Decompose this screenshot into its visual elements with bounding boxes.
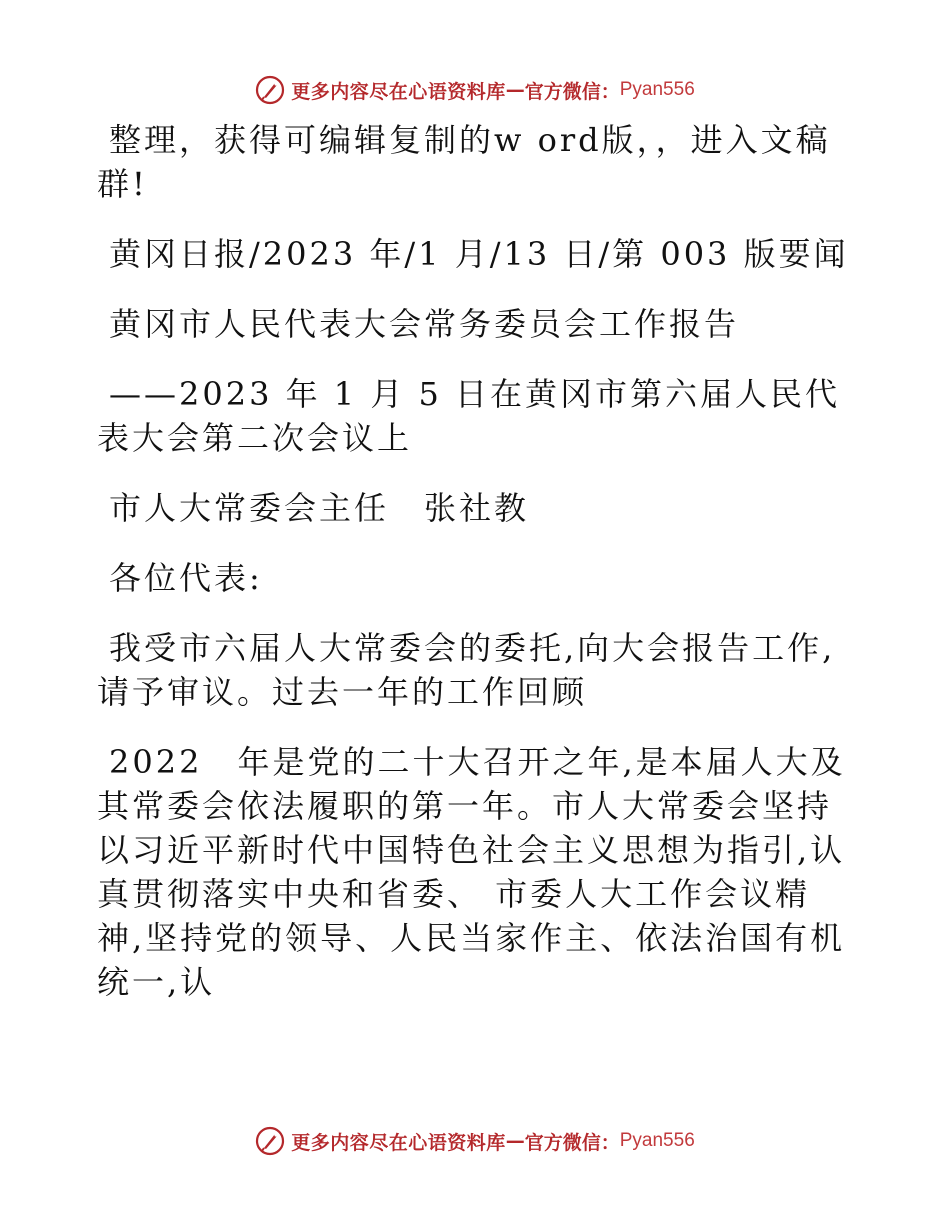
watermark-banner-bottom xyxy=(0,1121,950,1161)
paragraph-author: 市人大常委会主任 张社教 xyxy=(109,489,530,527)
paragraph-source-line: 黄冈日报/2023 年/1 月/13 日/第 003 版要闻 xyxy=(109,235,849,273)
paragraph-report-title: 黄冈市人民代表大会常务委员会工作报告 xyxy=(109,305,740,343)
watermark-site-text: 更多内容尽在心语资料库 xyxy=(291,1131,506,1154)
watermark-banner-top xyxy=(0,70,950,110)
watermark-wechat-id: Pyan556 xyxy=(619,1130,695,1151)
watermark-dash: — xyxy=(505,1130,525,1152)
quill-pen-logo-icon xyxy=(255,1126,285,1156)
watermark-site-text: 更多内容尽在心语资料库 xyxy=(291,80,506,103)
quill-pen-logo-icon xyxy=(255,75,285,105)
paragraph-body-2022: 2022 年是党的二十大召开之年,是本届人大及其常委会依法履职的第一年。市人大常委会坚持以习近平新时代中国特色社会主义思想为指引,认真贯彻落实中央和省委、 市委人大工作会议精神,坚持党的领导、人民当家作主、依法治国有机统一,认 xyxy=(97,743,846,1001)
paragraph-intro: 整理，获得可编辑复制的w ord版，，进入文稿群! xyxy=(97,121,831,203)
watermark-wechat-label: 官方微信： xyxy=(524,80,620,103)
paragraph-salutation: 各位代表: xyxy=(109,559,263,597)
paragraph-opening: 我受市六届人大常委会的委托,向大会报告工作,请予审议。过去一年的工作回顾 xyxy=(97,629,836,711)
watermark-wechat-label: 官方微信： xyxy=(524,1131,620,1154)
paragraph-report-subtitle: ——2023 年 1 月 5 日在黄冈市第六届人民代表大会第二次会议上 xyxy=(97,375,841,457)
watermark-wechat-id: Pyan556 xyxy=(619,79,695,100)
watermark-dash: — xyxy=(505,79,525,101)
document-body xyxy=(97,118,857,1030)
